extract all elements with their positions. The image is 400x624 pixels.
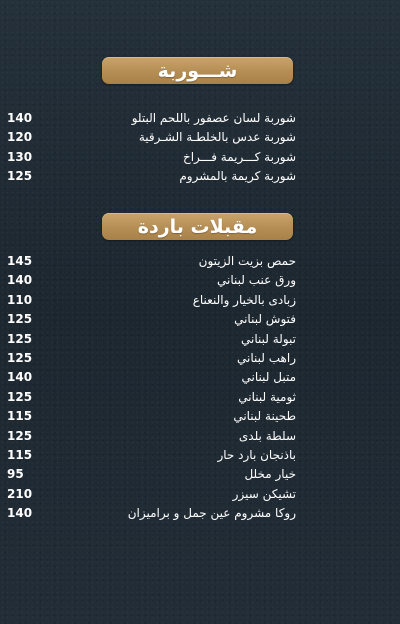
item-price: 140 (7, 370, 33, 385)
menu-item (0, 291, 400, 310)
item-name: باذنجان بارد حار (217, 447, 296, 462)
item-price: 125 (7, 389, 33, 404)
item-name: راهب لبناني (237, 350, 296, 365)
menu-item (0, 388, 400, 407)
item-price: 115 (7, 447, 33, 462)
item-price: 140 (7, 506, 33, 521)
cold-appetizers-item-list (0, 252, 400, 523)
item-price: 130 (7, 149, 33, 164)
item-name: شوربة كـــريمة فـــراخ (182, 149, 296, 164)
menu-item (0, 407, 400, 426)
item-price: 125 (7, 350, 33, 365)
menu-item (0, 271, 400, 290)
item-price: 110 (7, 292, 33, 307)
item-name: ورق عنب لبناني (217, 273, 296, 288)
soup-section-title: شـــوربة (157, 59, 238, 82)
cold-appetizers-section-header (102, 213, 293, 240)
item-price: 125 (7, 169, 33, 184)
item-name: ثومية لبناني (238, 389, 296, 404)
item-name: خيار مخلل (244, 467, 296, 482)
menu-item (0, 368, 400, 387)
item-price: 120 (7, 130, 33, 145)
item-price: 125 (7, 312, 33, 327)
item-name: سلطة بلدى (238, 428, 296, 443)
item-name: فتوش لبناني (234, 312, 296, 327)
item-name: تبولة لبناني (241, 331, 296, 346)
item-price: 210 (7, 486, 33, 501)
menu-item (0, 485, 400, 504)
menu-item (0, 167, 400, 186)
item-price: 140 (7, 273, 33, 288)
menu-item (0, 504, 400, 523)
item-price: 140 (7, 111, 33, 125)
menu-item (0, 349, 400, 368)
menu-item (0, 465, 400, 484)
item-name: زبادى بالخيار والنعناع (192, 292, 296, 307)
menu-item (0, 330, 400, 349)
menu-item (0, 310, 400, 329)
cold-appetizers-section-title: مقبلات باردة (137, 215, 258, 238)
item-name: شوربة عدس بالخلطـة الشـرقية (138, 130, 296, 145)
item-name: شوربة لسان عصفور باللحم البتلو (131, 111, 296, 125)
item-name: طحينة لبناني (233, 409, 296, 424)
item-name: متبل لبناني (241, 370, 296, 385)
item-price: 125 (7, 428, 33, 443)
item-name: حمص بزيت الزيتون (198, 254, 296, 268)
item-price: 125 (7, 331, 33, 346)
menu-item (0, 446, 400, 465)
item-name: شوربة كريمة بالمشروم (179, 169, 296, 184)
soup-section-header (102, 57, 293, 84)
menu-item (0, 252, 400, 271)
menu-item (0, 427, 400, 446)
item-name: روكا مشروم عين جمل و برامیزان (127, 506, 296, 521)
item-price: 95 (7, 467, 24, 482)
item-price: 115 (7, 409, 33, 424)
menu-item (0, 148, 400, 167)
menu-item (0, 128, 400, 147)
item-price: 145 (7, 254, 33, 268)
menu-item (0, 109, 400, 128)
soup-item-list (0, 109, 400, 187)
item-name: تشيكن سيزر (232, 486, 296, 501)
